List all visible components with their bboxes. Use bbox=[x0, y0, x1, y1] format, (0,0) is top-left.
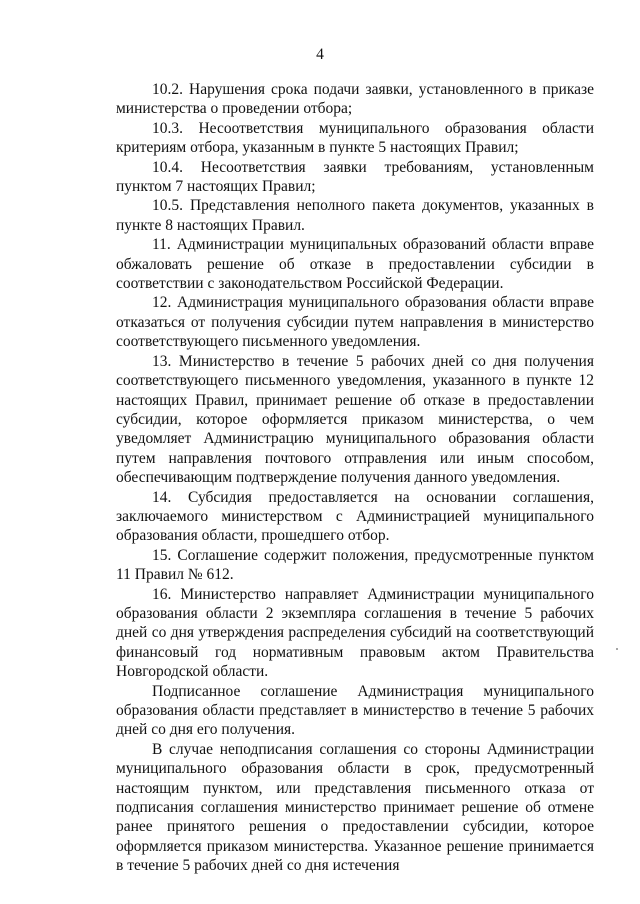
paragraph-13: 13. Министерство в течение 5 рабочих дней со дня получения соответствующего письменного уведомления, указанного в пункте 12 настоящих Правил, принимает решение об отказе в предоставлении субсидии, которое оформляется приказом министерства, о чем уведомляет Администрацию муниципального образования области путем направления почтового отправления или иным способом, обеспечивающим подтверждение получения данного уведомления. bbox=[116, 352, 594, 487]
scan-speck bbox=[616, 648, 618, 650]
page-number: 4 bbox=[316, 46, 324, 63]
paragraph-14: 14. Субсидия предоставляется на основании соглашения, заключаемого министерством с Администрацией муниципального образования области, прошедшего отбор. bbox=[116, 488, 594, 545]
paragraph-10-4: 10.4. Несоответствия заявки требованиям, установленным пунктом 7 настоящих Правил; bbox=[116, 158, 594, 196]
paragraph-16-signed-agreement: Подписанное соглашение Администрация муниципального образования области представляет в министерство в течение 5 рабочих дней со дня его получения. bbox=[116, 682, 594, 739]
document-body bbox=[116, 80, 594, 876]
paragraph-12: 12. Администрация муниципального образования области вправе отказаться от получения субсидии путем направления в министерство соответствующего письменного уведомления. bbox=[116, 294, 594, 351]
paragraph-15: 15. Соглашение содержит положения, предусмотренные пунктом 11 Правил № 612. bbox=[116, 546, 594, 584]
paragraph-16: 16. Министерство направляет Администрации муниципального образования области 2 экземпляра соглашения в течение 5 рабочих дней со дня утверждения распределения субсидий на соответствующий финансовый год нормативным правовым актом Правительства Новгородской области. bbox=[116, 585, 594, 681]
paragraph-10-3: 10.3. Несоответствия муниципального образования области критериям отбора, указанным в пункте 5 настоящих Правил; bbox=[116, 119, 594, 157]
paragraph-11: 11. Администрации муниципальных образований области вправе обжаловать решение об отказе в предоставлении субсидии в соответствии с законодательством Российской Федерации. bbox=[116, 236, 594, 293]
paragraph-10-5: 10.5. Представления неполного пакета документов, указанных в пункте 8 настоящих Правил. bbox=[116, 197, 594, 234]
paragraph-16-non-signing: В случае неподписания соглашения со стороны Администрации муниципального образования области в срок, предусмотренный настоящим пунктом, или представления письменного отказа от подписания соглашения министерство принимает решение об отмене ранее принятого решения о предоставлении субсидии, которое оформляется приказом министерства. Указанное решение принимается в течение 5 рабочих дней со дня истечения bbox=[116, 740, 594, 875]
paragraph-10-2: 10.2. Нарушения срока подачи заявки, установленного в приказе министерства о проведении отбора; bbox=[116, 81, 594, 118]
